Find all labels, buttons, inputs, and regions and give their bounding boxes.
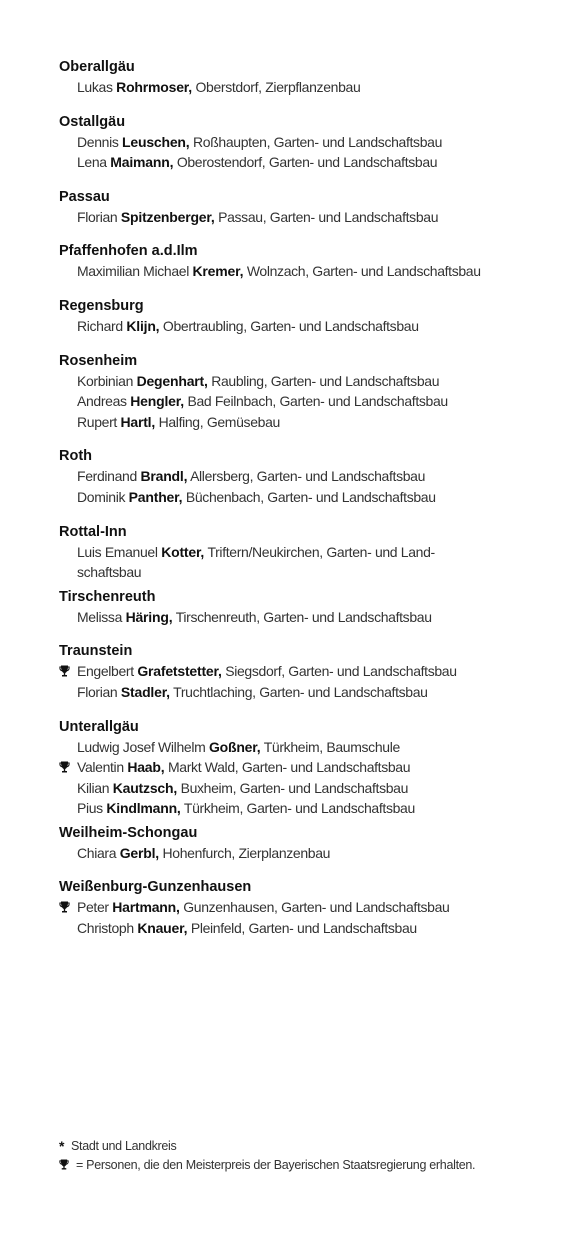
person-entry [59, 261, 559, 282]
person-entry [59, 391, 559, 412]
footnote-text: Stadt und Landkreis [71, 1139, 177, 1153]
footnote-star [59, 1137, 559, 1156]
last-name: Leuschen, [122, 133, 190, 150]
last-name: Kremer, [192, 263, 244, 280]
person-entry [59, 152, 559, 173]
first-name: Melissa [77, 608, 123, 625]
person-entry [59, 757, 559, 778]
last-name: Häring, [125, 608, 173, 625]
location-field: Bad Feilnbach, Garten- und Landschaftsbau [187, 393, 448, 410]
location-field: Wolnzach, Garten- und Landschaftsbau [246, 263, 481, 280]
first-name: Valentin [77, 759, 124, 776]
first-name: Dennis [77, 133, 119, 150]
first-name: Pius [77, 800, 103, 817]
first-name: Dominik [77, 488, 126, 505]
location-field: Raubling, Garten- und Landschaftsbau [211, 372, 440, 389]
region-title: Passau [59, 188, 110, 205]
person-entry [59, 77, 559, 98]
first-name: Rupert [77, 413, 117, 430]
region-tirschenreuth [59, 587, 559, 628]
person-entry [59, 843, 559, 864]
person-entry [59, 798, 559, 819]
trophy-icon [59, 761, 70, 773]
region-oberallgaeu [59, 57, 559, 98]
last-name: Stadler, [120, 683, 170, 700]
person-entry [59, 918, 559, 939]
first-name: Lukas [77, 79, 113, 95]
person-entry [59, 466, 559, 487]
first-name: Ferdinand [77, 468, 137, 485]
last-name: Hartmann, [112, 899, 180, 916]
last-name: Degenhart, [136, 372, 208, 389]
location-field: Markt Wald, Garten- und Landschaftsbau [167, 759, 411, 776]
region-title: Oberallgäu [59, 59, 135, 75]
region-title: Ostallgäu [59, 113, 126, 130]
location-field: Türkheim, Baumschule [263, 738, 400, 755]
person-entry [59, 607, 559, 628]
last-name: Klijn, [126, 317, 160, 334]
region-weilheim-schongau [59, 823, 559, 864]
first-name: Korbinian [77, 372, 134, 389]
footnote-text: = Personen, die den Meisterpreis der Bayerischen Staatsregierung erhalten. [76, 1158, 476, 1172]
person-entry [59, 542, 559, 583]
region-title: Traunstein [59, 643, 133, 660]
location-field: Allersberg, Garten- und Landschaftsbau [190, 468, 426, 485]
last-name: Panther, [128, 488, 183, 505]
first-name: Christoph [77, 920, 134, 937]
person-entry [59, 207, 559, 228]
first-name: Kilian [77, 779, 110, 796]
last-name: Hengler, [130, 393, 184, 410]
location-field: Roßhaupten, Garten- und Landschaftsbau [193, 133, 443, 150]
location-field: Halfing, Gemüsebau [158, 413, 280, 430]
region-title: Pfaffenhofen a.d.Ilm [59, 243, 198, 260]
first-name: Peter [77, 899, 109, 916]
location-field: Oberostendorf, Garten- und Landschaftsbau [176, 154, 438, 171]
last-name: Gerbl, [119, 844, 159, 861]
region-unterallgaeu [59, 717, 559, 819]
first-name: Luis Emanuel [77, 543, 158, 560]
region-rosenheim [59, 351, 559, 433]
last-name: Rohrmoser, [116, 79, 192, 95]
location-field-continuation: schaftsbau [77, 564, 142, 581]
region-roth [59, 446, 559, 507]
first-name: Florian [77, 208, 118, 225]
last-name: Haab, [127, 759, 165, 776]
location-field: Gunzenhausen, Garten- und Landschaftsbau [183, 899, 450, 916]
location-field: Türkheim, Garten- und Landschaftsbau [183, 800, 415, 817]
first-name: Ludwig Josef Wilhelm [77, 738, 206, 755]
region-traunstein [59, 641, 559, 702]
asterisk-symbol: * [59, 1138, 65, 1154]
region-passau [59, 187, 559, 228]
person-entry [59, 897, 559, 918]
location-field: Büchenbach, Garten- und Landschaftsbau [185, 488, 436, 505]
footnotes [59, 1137, 559, 1175]
last-name: Maimann, [110, 154, 174, 171]
region-title: Tirschenreuth [59, 588, 156, 605]
person-entry [59, 778, 559, 799]
person-entry [59, 371, 559, 392]
first-name: Richard [77, 317, 123, 334]
first-name: Chiara [77, 844, 117, 861]
last-name: Kindlmann, [106, 800, 181, 817]
first-name: Maximilian Michael [77, 263, 189, 280]
region-regensburg [59, 296, 559, 337]
person-entry [59, 132, 559, 153]
location-field: Tirschenreuth, Garten- und Landschaftsbau [175, 608, 432, 625]
footnote-trophy [59, 1156, 559, 1175]
person-entry [59, 487, 559, 508]
last-name: Goßner, [208, 738, 261, 755]
location-field: Oberstdorf, Zierpflanzenbau [195, 79, 361, 95]
region-pfaffenhofen [59, 241, 559, 282]
location-field: Siegsdorf, Garten- und Landschaftsbau [225, 663, 457, 680]
first-name: Andreas [77, 393, 127, 410]
region-title: Regensburg [59, 297, 144, 314]
last-name: Brandl, [140, 468, 188, 485]
region-title: Weilheim-Schongau [59, 824, 198, 841]
trophy-icon [59, 665, 70, 677]
region-title: Rottal-Inn [59, 523, 127, 540]
trophy-icon [59, 901, 70, 913]
region-title: Rosenheim [59, 352, 138, 369]
last-name: Knauer, [137, 920, 188, 937]
first-name: Lena [77, 154, 107, 171]
last-name: Spitzenberger, [120, 208, 215, 225]
trophy-icon [59, 1159, 69, 1170]
first-name: Engelbert [77, 663, 134, 680]
region-weissenburg-gunzenhausen [59, 877, 559, 938]
location-field: Pleinfeld, Garten- und Landschaftsbau [190, 920, 417, 937]
region-title: Weißenburg-Gunzenhausen [59, 879, 252, 896]
location-field: Buxheim, Garten- und Landschaftsbau [180, 779, 409, 796]
first-name: Florian [77, 683, 118, 700]
location-field: Hohenfurch, Zierplanzenbau [162, 844, 331, 861]
person-entry [59, 661, 559, 682]
last-name: Hartl, [120, 413, 156, 430]
region-ostallgaeu [59, 112, 559, 173]
region-title: Unterallgäu [59, 718, 139, 735]
region-rottal-inn [59, 522, 559, 583]
last-name: Kautzsch, [112, 779, 178, 796]
region-title: Roth [59, 448, 93, 465]
location-field: Obertraubling, Garten- und Landschaftsbau [162, 317, 419, 334]
person-entry [59, 682, 559, 703]
award-list [59, 57, 559, 953]
location-field: Triftern/Neukirchen, Garten- und Land- [207, 543, 435, 560]
location-field: Passau, Garten- und Landschaftsbau [218, 208, 439, 225]
location-field: Truchtlaching, Garten- und Landschaftsbau [173, 683, 428, 700]
person-entry [59, 737, 559, 758]
person-entry [59, 316, 559, 337]
last-name: Grafetstetter, [137, 663, 222, 680]
last-name: Kotter, [161, 543, 205, 560]
person-entry [59, 412, 559, 433]
